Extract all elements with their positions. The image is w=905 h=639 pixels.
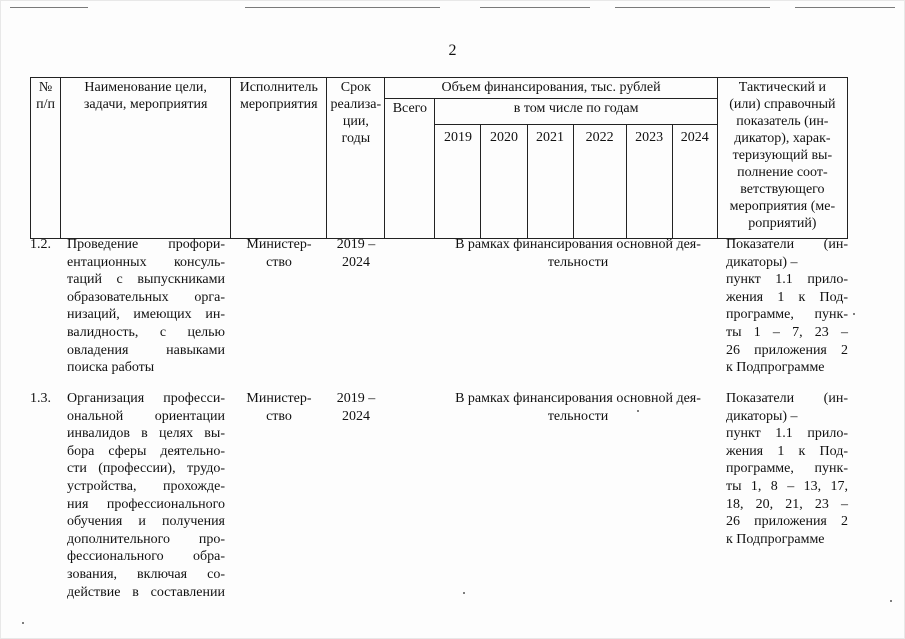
- header-num: № п/п: [31, 78, 61, 239]
- row-indicator-line: 26 приложения 2: [726, 514, 848, 530]
- row-name: [67, 390, 225, 601]
- row-name-line: Проведение профори-: [67, 237, 225, 252]
- header-year-2022: 2022: [573, 125, 626, 239]
- scan-speck: [463, 592, 465, 594]
- row-name-line: таций с выпускниками: [67, 272, 225, 288]
- header-year-2019: 2019: [435, 125, 481, 239]
- row-indicator-line: программе, пунк-: [726, 461, 848, 477]
- header-indicator: [717, 78, 847, 239]
- header-term-line: ции,: [342, 114, 369, 129]
- row-term-line: 2019 –: [336, 237, 376, 252]
- row-funding-line: В рамках финансирования основной дея-: [455, 237, 701, 252]
- row-name-line: устройства, прохожде-: [67, 478, 225, 494]
- scan-artifact-top-4: [615, 7, 770, 8]
- row-indicator-line: к Подпрограмме: [726, 360, 825, 376]
- row-indicator-line: дикаторы) –: [726, 408, 798, 424]
- header-term-line: Срок: [340, 80, 371, 95]
- header-indicator-line: теризующий вы-: [732, 148, 833, 163]
- row-indicator-line: пункт 1.1 прило-: [726, 426, 848, 442]
- row-executor-line: Министер-: [246, 237, 312, 252]
- header-year-2020: 2020: [481, 125, 527, 239]
- header-year-2024: 2024: [672, 125, 717, 239]
- row-funding-line: тельности: [547, 408, 609, 424]
- row-name: [67, 236, 225, 377]
- row-name-line: дополнительного про-: [67, 531, 225, 547]
- header-indicator-line: показатель (ин-: [736, 114, 829, 129]
- header-total: Всего: [385, 99, 435, 239]
- row-indicator-line: жения 1 к Под-: [726, 443, 848, 459]
- row-executor: [242, 390, 316, 425]
- row-name-line: сти (профессии), трудо-: [67, 461, 225, 477]
- row-name-line: бора сферы деятельно-: [67, 443, 225, 459]
- row-name-line: фессионального обра-: [67, 549, 225, 565]
- header-funding: Объем финансирования, тыс. рублей: [385, 78, 717, 99]
- row-indicator-line: ты 1 – 7, 23 –: [726, 324, 848, 340]
- row-indicator-line: к Подпрограмме: [726, 531, 825, 547]
- row-term: [326, 236, 386, 271]
- row-name-line: образовательных орга-: [67, 289, 225, 305]
- row-name-line: Организация професси-: [67, 391, 225, 406]
- scan-artifact-top-2: [245, 7, 440, 8]
- scan-speck: [22, 622, 24, 624]
- scan-speck: [637, 410, 639, 412]
- row-indicator: [726, 236, 848, 377]
- row-name-line: овладения навыками: [67, 342, 225, 358]
- row-indicator-line: Показатели (ин-: [726, 391, 848, 406]
- header-indicator-line: Тактический и: [738, 80, 827, 95]
- row-indicator: [726, 390, 848, 548]
- row-executor-line: Министер-: [246, 391, 312, 406]
- row-funding-line: В рамках финансирования основной дея-: [455, 391, 701, 406]
- header-table: [30, 77, 848, 239]
- header-executor: Исполнитель мероприятия: [231, 78, 327, 239]
- header-term-line: годы: [341, 131, 371, 146]
- row-name-line: инвалидов в целях вы-: [67, 426, 225, 442]
- row-funding: [442, 390, 714, 425]
- row-indicator-line: 26 приложения 2: [726, 342, 848, 358]
- row-term: [326, 390, 386, 425]
- header-year-2021: 2021: [527, 125, 573, 239]
- row-indicator-line: Показатели (ин-: [726, 237, 848, 252]
- row-name-line: ния профессионального: [67, 496, 225, 512]
- header-indicator-line: (или) справочный: [729, 97, 836, 112]
- row-name-line: зования, включая со-: [67, 566, 225, 582]
- scan-artifact-top-5: [795, 7, 895, 8]
- row-funding-line: тельности: [547, 254, 609, 270]
- row-executor-line: ство: [266, 408, 292, 424]
- scan-speck: [853, 313, 855, 315]
- header-term: [327, 78, 385, 239]
- row-indicator-line: программе, пунк-: [726, 307, 848, 323]
- row-name-line: ональной ориентации: [67, 408, 225, 424]
- row-name-line: поиска работы: [67, 360, 155, 376]
- row-indicator-line: жения 1 к Под-: [726, 289, 848, 305]
- header-indicator-line: ветствующего: [740, 182, 825, 197]
- row-name-line: низаций, имеющих ин-: [67, 307, 225, 323]
- row-term-line: 2024: [342, 254, 370, 270]
- row-indicator-line: пункт 1.1 прило-: [726, 272, 848, 288]
- row-term-line: 2024: [342, 408, 370, 424]
- row-number: 1.2.: [30, 237, 51, 252]
- header-name: Наименование цели, задачи, мероприятия: [61, 78, 231, 239]
- row-number: 1.3.: [30, 391, 51, 406]
- header-term-line: реализа-: [330, 97, 382, 112]
- header-indicator-line: дикатор), харак-: [734, 131, 831, 146]
- header-indicator-line: роприятий): [748, 216, 817, 231]
- scan-artifact-top-3: [480, 7, 590, 8]
- row-name-line: ентационных консуль-: [67, 254, 225, 270]
- scan-speck: [890, 600, 892, 602]
- header-by-years: в том числе по годам: [435, 99, 717, 125]
- row-indicator-line: дикаторы) –: [726, 254, 798, 270]
- row-name-line: обучения и получения: [67, 514, 225, 530]
- header-year-2023: 2023: [626, 125, 672, 239]
- row-indicator-line: 18, 20, 21, 23 –: [726, 496, 848, 512]
- page-number: 2: [448, 42, 457, 59]
- scan-artifact-top-1: [10, 7, 88, 8]
- header-indicator-line: полнение соот-: [737, 165, 828, 180]
- row-funding: [442, 236, 714, 271]
- row-term-line: 2019 –: [336, 391, 376, 406]
- row-name-line: действие в составлении: [67, 584, 225, 600]
- row-name-line: валидность, с целью: [67, 324, 225, 340]
- row-executor: [242, 236, 316, 271]
- header-indicator-line: мероприятия (ме-: [729, 199, 836, 214]
- row-indicator-line: ты 1, 8 – 13, 17,: [726, 478, 848, 494]
- row-executor-line: ство: [266, 254, 292, 270]
